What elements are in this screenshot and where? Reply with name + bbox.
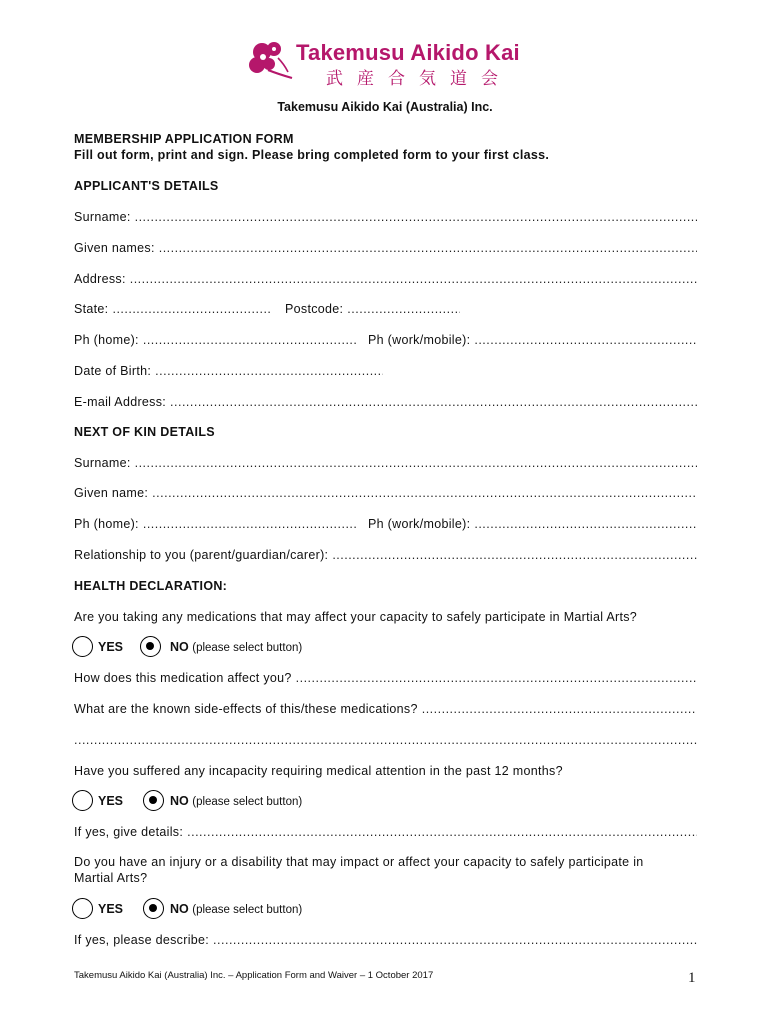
q1-affect-label: How does this medication affect you?: [74, 671, 292, 685]
q3-describe-field[interactable]: [74, 933, 697, 947]
logo: [248, 38, 548, 88]
applicant-state-label: State:: [74, 302, 109, 316]
health-q1-text: Are you taking any medications that may affect your capacity to safely participate in Martial Arts?: [74, 610, 638, 624]
q2-yes-radio[interactable]: [72, 790, 93, 811]
applicant-state-field[interactable]: [74, 302, 272, 316]
kin-ph-home-label: Ph (home):: [74, 517, 139, 531]
applicant-postcode-label: Postcode:: [285, 302, 344, 316]
page-number: 1: [688, 970, 696, 986]
applicant-address-label: Address:: [74, 272, 126, 286]
health-q3-text-line1: Do you have an injury or a disability that may impact or affect your capacity to safely participate in: [74, 855, 644, 869]
org-title: Takemusu Aikido Kai (Australia) Inc.: [277, 100, 493, 114]
health-q3-text-line2: Martial Arts?: [74, 871, 148, 885]
kin-surname-label: Surname:: [74, 456, 131, 470]
q1-no-label: NO (please select button): [170, 640, 303, 654]
applicant-heading: APPLICANT'S DETAILS: [74, 179, 219, 193]
kin-ph-home-field[interactable]: [74, 517, 356, 531]
applicant-postcode-field[interactable]: [285, 302, 460, 316]
q2-yes-label: YES: [98, 794, 124, 808]
q1-affect-field[interactable]: [74, 671, 697, 685]
kin-ph-work-field[interactable]: [368, 517, 697, 531]
q2-details-field[interactable]: [74, 825, 697, 839]
kin-relationship-field[interactable]: [74, 548, 697, 562]
applicant-dob-field[interactable]: [74, 364, 383, 378]
applicant-ph-work-label: Ph (work/mobile):: [368, 333, 471, 347]
page-footer: Takemusu Aikido Kai (Australia) Inc. – Application Form and Waiver – 1 October 2017: [74, 970, 434, 981]
q3-no-radio[interactable]: [143, 898, 164, 919]
applicant-email-field[interactable]: [74, 395, 697, 409]
q1-yes-label: YES: [98, 640, 124, 654]
applicant-email-label: E-mail Address:: [74, 395, 167, 409]
q2-no-label: NO (please select button): [170, 794, 303, 808]
form-title: MEMBERSHIP APPLICATION FORM: [74, 132, 294, 146]
applicant-surname-field[interactable]: [74, 210, 697, 224]
q3-no-label: NO (please select button): [170, 902, 303, 916]
applicant-ph-home-label: Ph (home):: [74, 333, 139, 347]
q1-side-effects-field[interactable]: [74, 702, 697, 716]
q3-yes-label: YES: [98, 902, 124, 916]
health-heading: HEALTH DECLARATION:: [74, 579, 228, 593]
q1-no-radio[interactable]: [140, 636, 161, 657]
applicant-given-names-field[interactable]: [74, 241, 697, 255]
plum-blossom-logo-icon: [248, 40, 294, 80]
q2-details-label: If yes, give details:: [74, 825, 184, 839]
q1-side-effects-continued-field[interactable]: [74, 733, 697, 747]
applicant-address-field[interactable]: [74, 272, 697, 286]
q1-select-hint: (please select button): [192, 642, 303, 654]
logo-name: Takemusu Aikido Kai: [296, 40, 520, 65]
logo-kanji: 武産合気道会: [326, 69, 512, 89]
kin-surname-field[interactable]: [74, 456, 697, 470]
applicant-given-names-label: Given names:: [74, 241, 155, 255]
form-instructions: Fill out form, print and sign. Please bring completed form to your first class.: [74, 148, 550, 162]
next-of-kin-heading: NEXT OF KIN DETAILS: [74, 425, 215, 439]
q2-select-hint: (please select button): [192, 796, 303, 808]
q3-describe-label: If yes, please describe:: [74, 933, 210, 947]
applicant-dob-label: Date of Birth:: [74, 364, 152, 378]
applicant-surname-label: Surname:: [74, 210, 131, 224]
q1-yes-radio[interactable]: [72, 636, 93, 657]
q3-select-hint: (please select button): [192, 904, 303, 916]
applicant-ph-work-field[interactable]: [368, 333, 697, 347]
q2-no-radio[interactable]: [143, 790, 164, 811]
kin-given-name-field[interactable]: [74, 486, 697, 500]
kin-ph-work-label: Ph (work/mobile):: [368, 517, 471, 531]
applicant-ph-home-field[interactable]: [74, 333, 356, 347]
q1-side-effects-label: What are the known side-effects of this/these medications?: [74, 702, 418, 716]
kin-given-name-label: Given name:: [74, 486, 149, 500]
health-q2-text: Have you suffered any incapacity requiring medical attention in the past 12 months?: [74, 764, 563, 778]
q3-yes-radio[interactable]: [72, 898, 93, 919]
kin-relationship-label: Relationship to you (parent/guardian/carer):: [74, 548, 329, 562]
